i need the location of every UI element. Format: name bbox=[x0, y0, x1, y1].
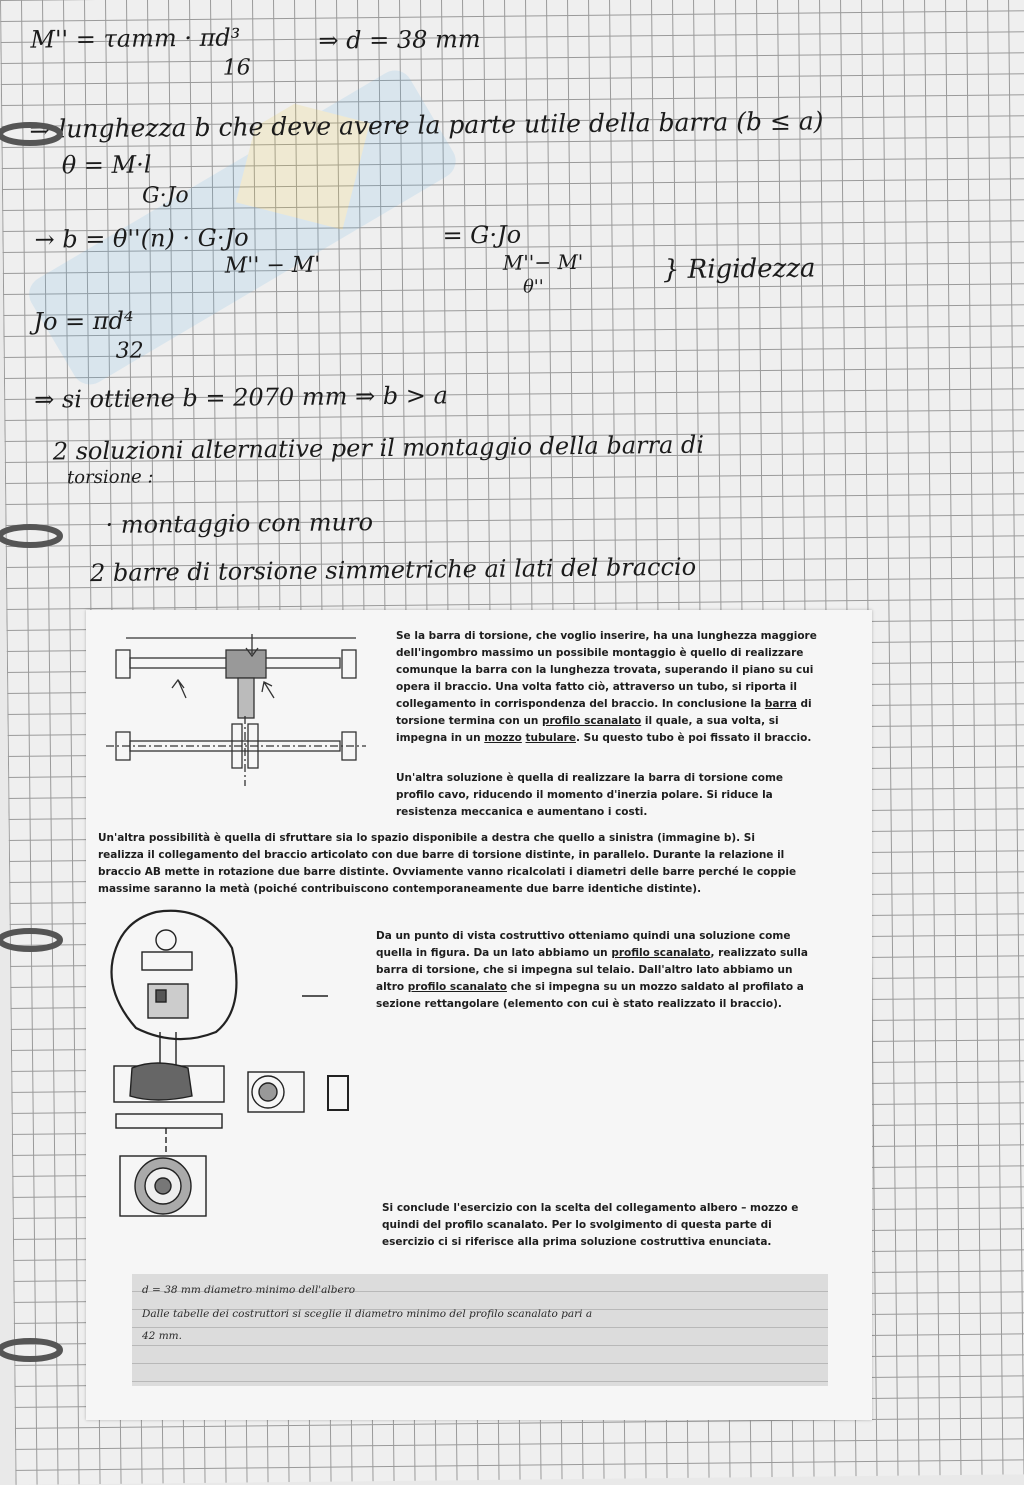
binder-ring-icon bbox=[0, 522, 70, 550]
paragraph-long-bar: Se la barra di torsione, che voglio inserire, ha una lunghezza maggiore dell'ingombro massimo un possibile montaggio è quello di realizzare comunque la barra con la lunghezza trovata, superando il piano su cui opera il braccio. Una volta fatto ciò, attraverso un tubo, si riporta il collegamento in corrispondenza del braccio. In conclusione la barra di torsione termina con un profilo scanalato il quale, a sua volta, si impegna in un mozzo tubulare. Su questo tubo è poi fissato il braccio. bbox=[396, 630, 817, 744]
note-two-solutions: 2 soluzioni alternative per il montaggio della barra di bbox=[52, 430, 705, 466]
formula-b-denominator: M'' − M' bbox=[224, 252, 321, 279]
formula-b: → b = θ''(n) · G·Jo bbox=[34, 223, 249, 254]
binder-ring-icon bbox=[0, 926, 70, 954]
formula-theta-denominator: G·Jo bbox=[141, 183, 189, 209]
drawing-bar-tube bbox=[106, 628, 366, 788]
binder-ring-icon bbox=[0, 1336, 70, 1364]
note-two-solutions-cont: torsione : bbox=[66, 466, 154, 489]
clipping-line-1: d = 38 mm diametro minimo dell'albero bbox=[142, 1284, 356, 1296]
formula-b-equal: = G·Jo bbox=[442, 220, 522, 250]
formula-b-equal-den2: θ'' bbox=[522, 276, 544, 298]
formula-theta: θ = M·l bbox=[61, 150, 152, 180]
printed-insert bbox=[86, 610, 872, 1420]
paragraph-hollow-profile: Un'altra soluzione è quella di realizzare la barra di torsione come profilo cavo, riducendo il momento d'inerzia polare. Si riduce la resistenza meccanica e aumentano i costi. bbox=[396, 772, 784, 818]
paragraph-construction: Da un punto di vista costruttivo otteniamo quindi una soluzione come quella in figura. Da un lato abbiamo un profilo scanalato, realizzato sulla barra di torsione, che si impegna sul telaio. Dall'altro lato abbiamo un altro profilo scanalato che si impegna su un mozzo saldato al profilato a sezione rettangolare (elemento con cui è stato realizzato il braccio). bbox=[376, 930, 808, 1010]
paragraph-conclusion: Si conclude l'esercizio con la scelta del collegamento albero – mozzo e quindi del profilo scanalato. Per lo svolgimento di questa parte di esercizio ci si riferisce alla prima soluzione costruttiva enunciata. bbox=[382, 1202, 799, 1248]
clipping-line-2: Dalle tabelle dei costruttori si sceglie il diametro minimo del profilo scanalato pari a bbox=[142, 1308, 593, 1320]
clipping-line-3: 42 mm. bbox=[142, 1330, 182, 1342]
formula-b-equal-den: M''− M' bbox=[502, 249, 584, 275]
paragraph-two-bars: Un'altra possibilità è quella di sfruttare sia lo spazio disponibile a destra che quello a sinistra (immagine b). Si realizza il collegamento del braccio articolato con due barre di torsione distinte, in parallelo. Durante la relazione il braccio AB mette in rotazione due barre distinte. Ovviamente vanno ricalcolati i diametri delle barre perché le coppie massime saranno la metà (poiché contribuiscono contemporaneamente due barre identiche distinte). bbox=[98, 832, 797, 895]
formula-torque-denominator: 16 bbox=[222, 55, 251, 81]
note-rigidezza: } Rigidezza bbox=[662, 253, 816, 286]
drawing-assembly bbox=[96, 908, 366, 1228]
result-b: ⇒ si ottiene b = 2070 mm ⇒ b > a bbox=[34, 381, 448, 414]
result-diameter: ⇒ d = 38 mm bbox=[318, 24, 481, 55]
formula-torque: M'' = τamm · πd³ bbox=[30, 23, 241, 54]
formula-jo: Jo = πd⁴ bbox=[33, 306, 134, 336]
handwritten-clipping bbox=[132, 1274, 828, 1386]
formula-jo-denominator: 32 bbox=[115, 338, 144, 364]
note-montaggio: · montaggio con muro bbox=[105, 508, 374, 539]
note-length-b: ⇒ lunghezza b che deve avere la parte utile della barra (b ≤ a) bbox=[29, 106, 824, 144]
binder-ring-icon bbox=[0, 120, 70, 148]
note-two-bars: 2 barre di torsione simmetriche ai lati del braccio bbox=[89, 552, 697, 588]
